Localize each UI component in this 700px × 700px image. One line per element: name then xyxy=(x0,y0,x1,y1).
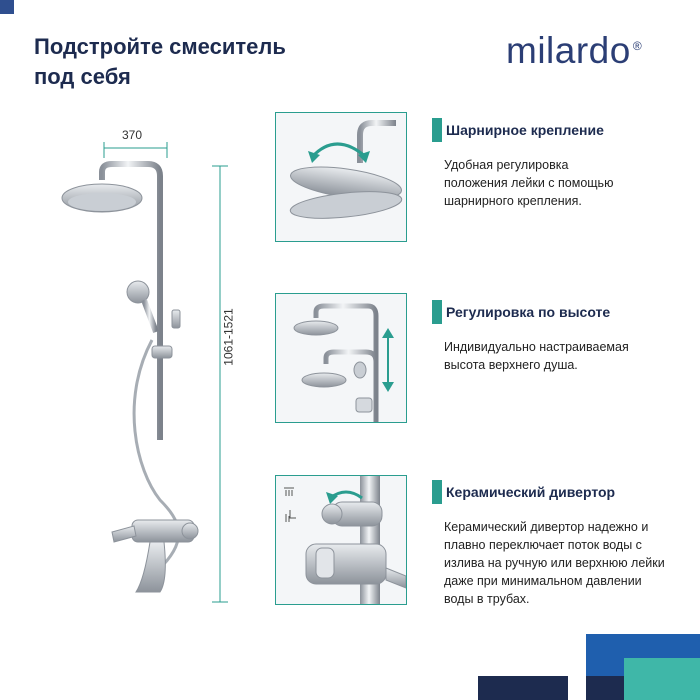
feature-accent-bar xyxy=(432,300,442,324)
hinged-mount-thumbnail xyxy=(275,112,407,242)
title-line-1: Подстройте смеситель xyxy=(34,34,286,59)
feature-heading xyxy=(432,480,672,504)
bath-spout xyxy=(136,542,165,592)
deco-block-navy xyxy=(478,676,568,700)
width-dimension-label: 370 xyxy=(122,128,143,142)
feature-ceramic-diverter xyxy=(432,480,672,608)
page-title xyxy=(34,32,364,92)
feature-height-adjust xyxy=(432,300,672,374)
feature-description: Индивидуально настраиваемая высота верхнего душа. xyxy=(444,340,629,372)
shower-system-illustration xyxy=(40,140,240,620)
feature-title: Керамический дивертор xyxy=(446,484,616,500)
brand-reg-mark: ® xyxy=(632,38,643,53)
height-adjust-thumbnail xyxy=(275,293,407,423)
deco-block-navy-small xyxy=(586,676,624,700)
mixer-lever xyxy=(112,526,136,542)
feature-accent-bar xyxy=(432,480,442,504)
slide-bracket xyxy=(152,346,172,358)
brand-logo xyxy=(506,30,642,72)
feature-heading xyxy=(432,300,672,324)
deco-block-teal xyxy=(624,658,700,700)
brand-name: milardo xyxy=(506,30,631,71)
feature-description: Керамический дивертор надежно и плавно переключает поток воды с излива на ручную или верхнюю лейки даже при минимальном давлении воды в трубах. xyxy=(444,520,665,606)
title-line-2: под себя xyxy=(34,64,131,89)
feature-heading xyxy=(432,118,672,142)
diverter-thumbnail xyxy=(275,475,407,605)
shower-mode-icons xyxy=(284,488,296,522)
feature-title: Регулировка по высоте xyxy=(446,304,611,320)
feature-hinged-mount xyxy=(432,118,672,210)
feature-description: Удобная регулировка положения лейки с помощью шарнирного крепления. xyxy=(444,158,614,208)
feature-title: Шарнирное крепление xyxy=(446,122,604,138)
corner-accent xyxy=(0,0,14,14)
height-dimension-label: 1061-1521 xyxy=(221,308,236,366)
feature-accent-bar xyxy=(432,118,442,142)
